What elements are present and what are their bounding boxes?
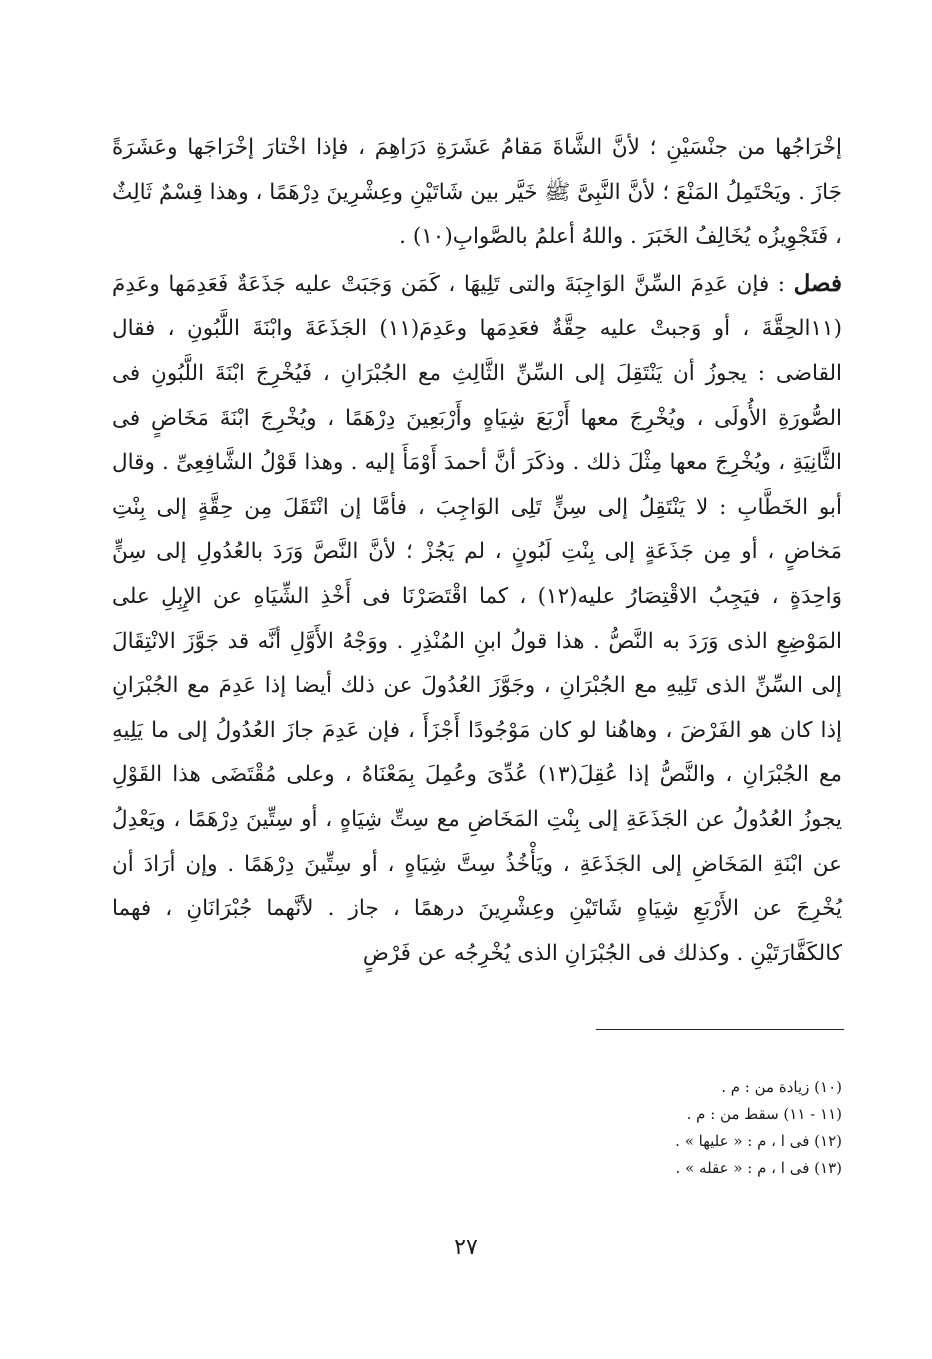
paragraph-2: [112, 262, 842, 977]
section-heading-fasl: فصل: [793, 269, 842, 297]
footnote-separator: [596, 1029, 844, 1030]
footnote-11: (١١ - ١١) سقط من : م .: [686, 1105, 842, 1123]
footnotes: [442, 1074, 842, 1182]
paragraph-1-text: إخْرَاجُها من جنْسَيْنِ ؛ لأنَّ الشَّاةَ مَقامُ عَشَرَةِ دَرَاهِمَ ، فإذا اخْتارَ إخْرَاجَها وعَشَرَةً جَازَ . ويَحْتَمِلُ المَنْعَ ؛ لأنَّ النَّبِىَّ ﷺ خَيَّر بين شَاتَيْنِ وعِشْرِينَ دِرْهَمًا ، وهذا قِسْمٌ ثَالِثٌ ، فَتَجْوِيزُه يُخَالِفُ الخَبَرَ . واللهُ أعلمُ بالصَّوابِ(١٠) .: [112, 135, 842, 250]
paragraph-2-text: : فإن عَدِمَ السِّنَّ الوَاجِبَةَ والتى تَلِيهَا ، كَمَن وَجَبَتْ عليه جَذَعَةٌ فَعَدِمَها وعَدِمَ (١١الحِقَّةَ ، أو وَجبتْ عليه حِقَّةٌ فعَدِمَها وعَدِمَ(١١) الجَذَعَةَ وابْنَةَ اللَّبُونِ ، فقال القاضى : يجوزُ أن يَنْتَقِلَ إلى السِّنِّ الثَّالِثِ مع الجُبْرَانِ ، فَيُخْرِجَ ابْنَةَ اللَّبُونِ فى الصُّورَةِ الأُولَى ، ويُخْرِجَ معها أَرْبَعَ شِيَاهٍ وأَرْبَعِينَ دِرْهَمًا ، ويُخْرِجَ ابْنَةَ مَخَاضٍ فى الثَّانِيَةِ ، ويُخْرِجَ معها مِثْلَ ذلك . وذكَرَ أنَّ أحمدَ أَوْمَأَ إليه . وهذا قَوْلُ الشَّافِعِىِّ . وقال أبو الخَطَّابِ : لا يَنْتَقِلُ إلى سِنٍّ تَلِى الوَاجِبَ ، فأمَّا إن انْتَقَلَ مِن حِقَّةٍ إلى بِنْتِ مَخاضٍ ، أو مِن جَذَعَةٍ إلى بِنْتِ لَبُونٍ ، لم يَجُزْ ؛ لأنَّ النَّصَّ وَرَدَ بالعُدُولِ إلى سِنٍّ وَاحِدَةٍ ، فيَجِبُ الاقْتِصَارُ عليه(١٢) ، كما اقْتَصَرْنَا فى أَخْذِ الشِّيَاهِ عن الإِبِلِ على المَوْضِعِ الذى وَرَدَ به النَّصُّ . هذا قولُ ابنِ المُنْذِرِ . ووَجْهُ الأَوَّلِ أنَّه قد جَوَّزَ الانْتِقَالَ إلى السِّنِّ الذى تَلِيهِ مع الجُبْرَانِ ، وجَوَّزَ العُدُولَ عن ذلك أيضا إذا عَدِمَ مع الجُبْرَانِ إذا كان هو الفَرْضَ ، وهاهُنا لو كان مَوْجُودًا أَجْزَأَ ، فإن عَدِمَ جازَ العُدُولُ إلى ما يَلِيهِ مع الجُبْرَانِ ، والنَّصُّ إذا عُقِلَ(١٣) عُدِّىَ وعُمِلَ بِمَعْنَاهُ ، وعلى مُقْتَضَى هذا القَوْلِ يجوزُ العُدُولُ عن الجَذَعَةِ إلى بِنْتِ المَخَاضِ مع سِتِّ شِيَاهٍ ، أو سِتِّينَ دِرْهَمًا ، ويَعْدِلُ عن ابْنَةِ المَخَاضِ إلى الجَذَعَةِ ، ويَأْخُذُ سِتَّ شِيَاهٍ ، أو سِتِّينَ دِرْهَمًا . وإن أرَادَ أن يُخْرِجَ عن الأَرْبَعِ شِيَاهٍ شَاتَيْنِ وعِشْرِينَ درهمًا ، جاز . لأنَّهما جُبْرَانَانِ ، فهما كالكَفَّارَتَيْنِ . وكذلك فى الجُبْرَانِ الذى يُخْرِجُه عن فَرْضٍ: [112, 271, 842, 966]
footnote-12: (١٢) فى ا ، م : « عليها » .: [675, 1132, 842, 1150]
footnote-10: (١٠) زيادة من : م .: [721, 1078, 842, 1096]
page-number: ٢٧: [454, 1235, 478, 1260]
main-text: [112, 126, 842, 976]
footnote-13: (١٣) فى ا ، م : « عقله » .: [675, 1159, 842, 1177]
paragraph-1: [112, 126, 842, 260]
